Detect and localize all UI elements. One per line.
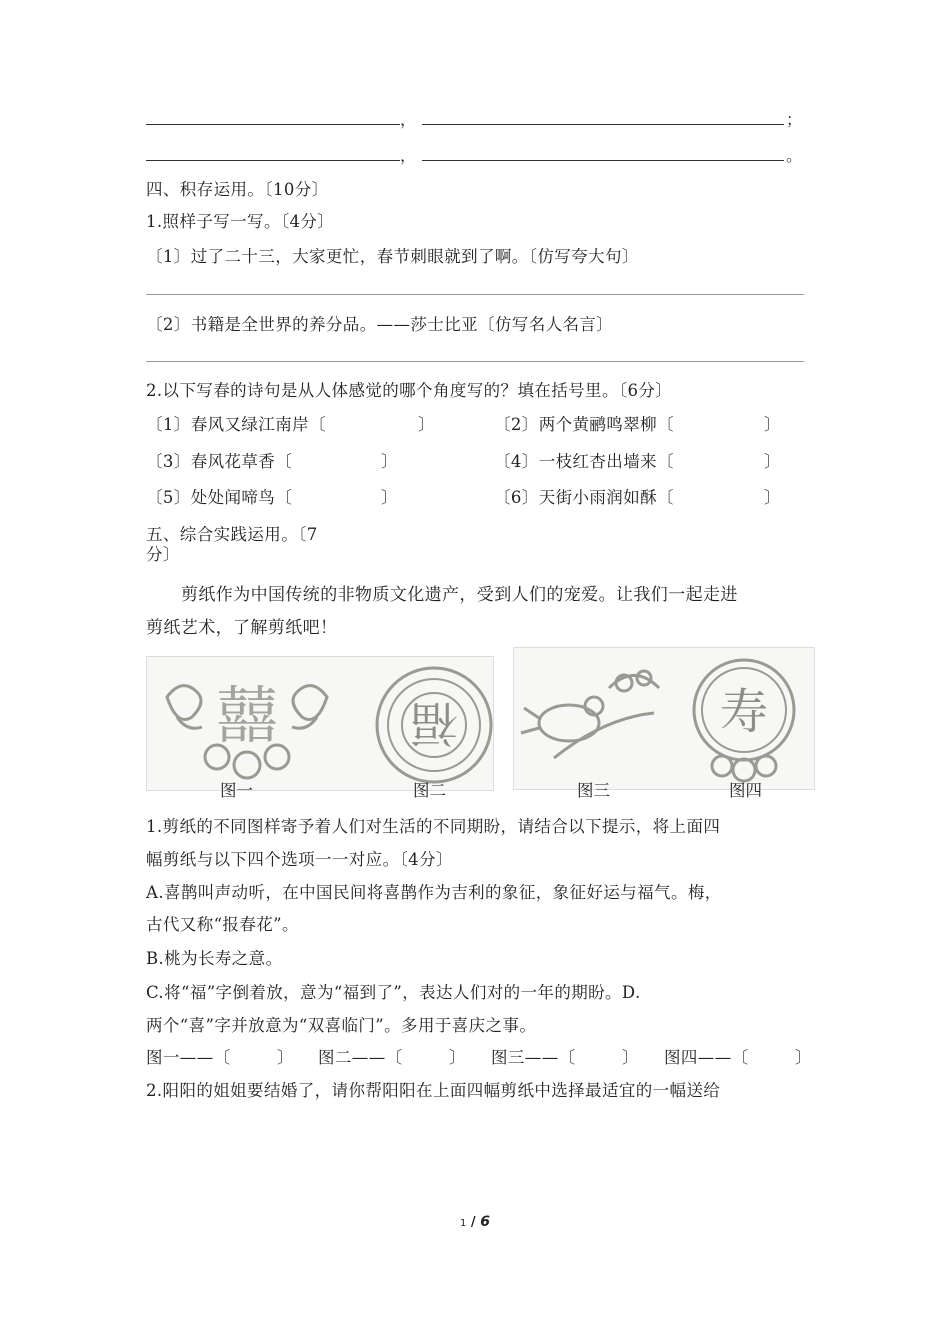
match-fig2-label: 图二——〔 — [318, 1048, 403, 1067]
section5-title-line2: 分〕 — [146, 545, 180, 564]
glyph-xi: 囍 — [215, 679, 279, 752]
match-fig3-label: 图三——〔 — [491, 1048, 576, 1067]
answer-rule-q1-1[interactable] — [146, 294, 804, 295]
section5-q2-line1: 2.阳阳的姐姐要结婚了，请你帮阳阳在上面四幅剪纸中选择最适宜的一幅送给 — [146, 1081, 721, 1100]
close-paren-3: 〕 — [381, 452, 398, 471]
match-fig1-label: 图一——〔 — [146, 1048, 231, 1067]
close-paren-6: 〕 — [764, 488, 781, 507]
glyph-fu: 福 — [409, 695, 459, 751]
close-paren-1: 〕 — [418, 415, 435, 434]
option-b: B.桃为长寿之意。 — [146, 949, 283, 968]
fig3-caption: 图三 — [577, 781, 610, 800]
answer-line-1b[interactable] — [422, 124, 784, 125]
section5-intro-line2: 剪纸艺术，了解剪纸吧！ — [146, 618, 338, 638]
close-paren-4: 〕 — [764, 452, 781, 471]
answer-line-2b[interactable] — [422, 160, 784, 161]
match-fig4-label: 图四——〔 — [664, 1048, 749, 1067]
page-current: 1 — [460, 1218, 467, 1229]
page-separator: / — [466, 1215, 481, 1230]
poem-item-4: 〔4〕一枝红杏出墙来〔 — [494, 452, 674, 471]
close-paren-5: 〕 — [381, 488, 398, 507]
match-fig1-close: 〕 — [277, 1048, 294, 1067]
answer-rule-q1-2[interactable] — [146, 361, 804, 362]
section4-q2-title: 2.以下写春的诗句是从人体感觉的哪个角度写的？填在括号里。〔6分〕 — [146, 381, 673, 400]
fig4-caption: 图四 — [729, 781, 762, 800]
poem-item-2: 〔2〕两个黄鹂鸣翠柳〔 — [494, 415, 674, 434]
section5-intro-line1: 剪纸作为中国传统的非物质文化遗产，受到人们的宠爱。让我们一起走进 — [181, 585, 738, 605]
papercut-panel-right — [513, 647, 815, 790]
option-d: 两个“喜”字并放意为“双喜临门”。多用于喜庆之事。 — [146, 1016, 537, 1035]
semicolon-1: ； — [786, 110, 803, 129]
poem-item-1: 〔1〕春风又绿江南岸〔 — [146, 415, 326, 434]
section4-q1-title: 1.照样子写一写。〔4分〕 — [146, 212, 335, 231]
fig2-caption: 图二 — [413, 781, 446, 800]
section5-q1-line2: 幅剪纸与以下四个选项一一对应。〔4分〕 — [146, 850, 453, 869]
option-a-line2: 古代又称“报春花”。 — [146, 915, 299, 934]
papercut-bird-shou-image — [514, 648, 814, 789]
section5-q1-line1: 1.剪纸的不同图样寄予着人们对生活的不同期盼，请结合以下提示，将上面四 — [146, 817, 721, 836]
poem-item-5: 〔5〕处处闻啼鸟〔 — [146, 488, 293, 507]
period-1: 。 — [786, 146, 803, 165]
page-number — [460, 1214, 490, 1230]
glyph-shou: 寿 — [719, 684, 769, 740]
section4-q1-2: 〔2〕书籍是全世界的养分品。——莎士比亚〔仿写名人名言〕 — [146, 315, 614, 334]
comma-2: ， — [400, 146, 417, 165]
match-fig4-close: 〕 — [795, 1048, 812, 1067]
answer-line-1a[interactable] — [146, 124, 400, 125]
option-a-line1: A.喜鹊叫声动听，在中国民间将喜鹊作为吉利的象征，象征好运与福气。梅， — [146, 883, 722, 902]
match-fig2-close: 〕 — [449, 1048, 466, 1067]
poem-item-3: 〔3〕春风花草香〔 — [146, 452, 293, 471]
papercut-xi-image — [147, 657, 493, 790]
papercut-panel-left — [146, 656, 494, 791]
close-paren-2: 〕 — [764, 415, 781, 434]
poem-item-6: 〔6〕天街小雨润如酥〔 — [494, 488, 674, 507]
section5-title-line1: 五、综合实践运用。〔7 — [146, 525, 318, 544]
match-fig3-close: 〕 — [622, 1048, 639, 1067]
section4-q1-1: 〔1〕过了二十三，大家更忙，春节刺眼就到了啊。〔仿写夸大句〕 — [146, 247, 639, 266]
fig1-caption: 图一 — [220, 781, 253, 800]
option-c: C.将“福”字倒着放，意为“福到了”，表达人们对的一年的期盼。D. — [146, 983, 641, 1002]
section4-title: 四、积存运用。〔10分〕 — [146, 180, 329, 199]
comma-1: ， — [400, 110, 417, 129]
answer-line-2a[interactable] — [146, 160, 400, 161]
page-total: 6 — [480, 1214, 490, 1230]
